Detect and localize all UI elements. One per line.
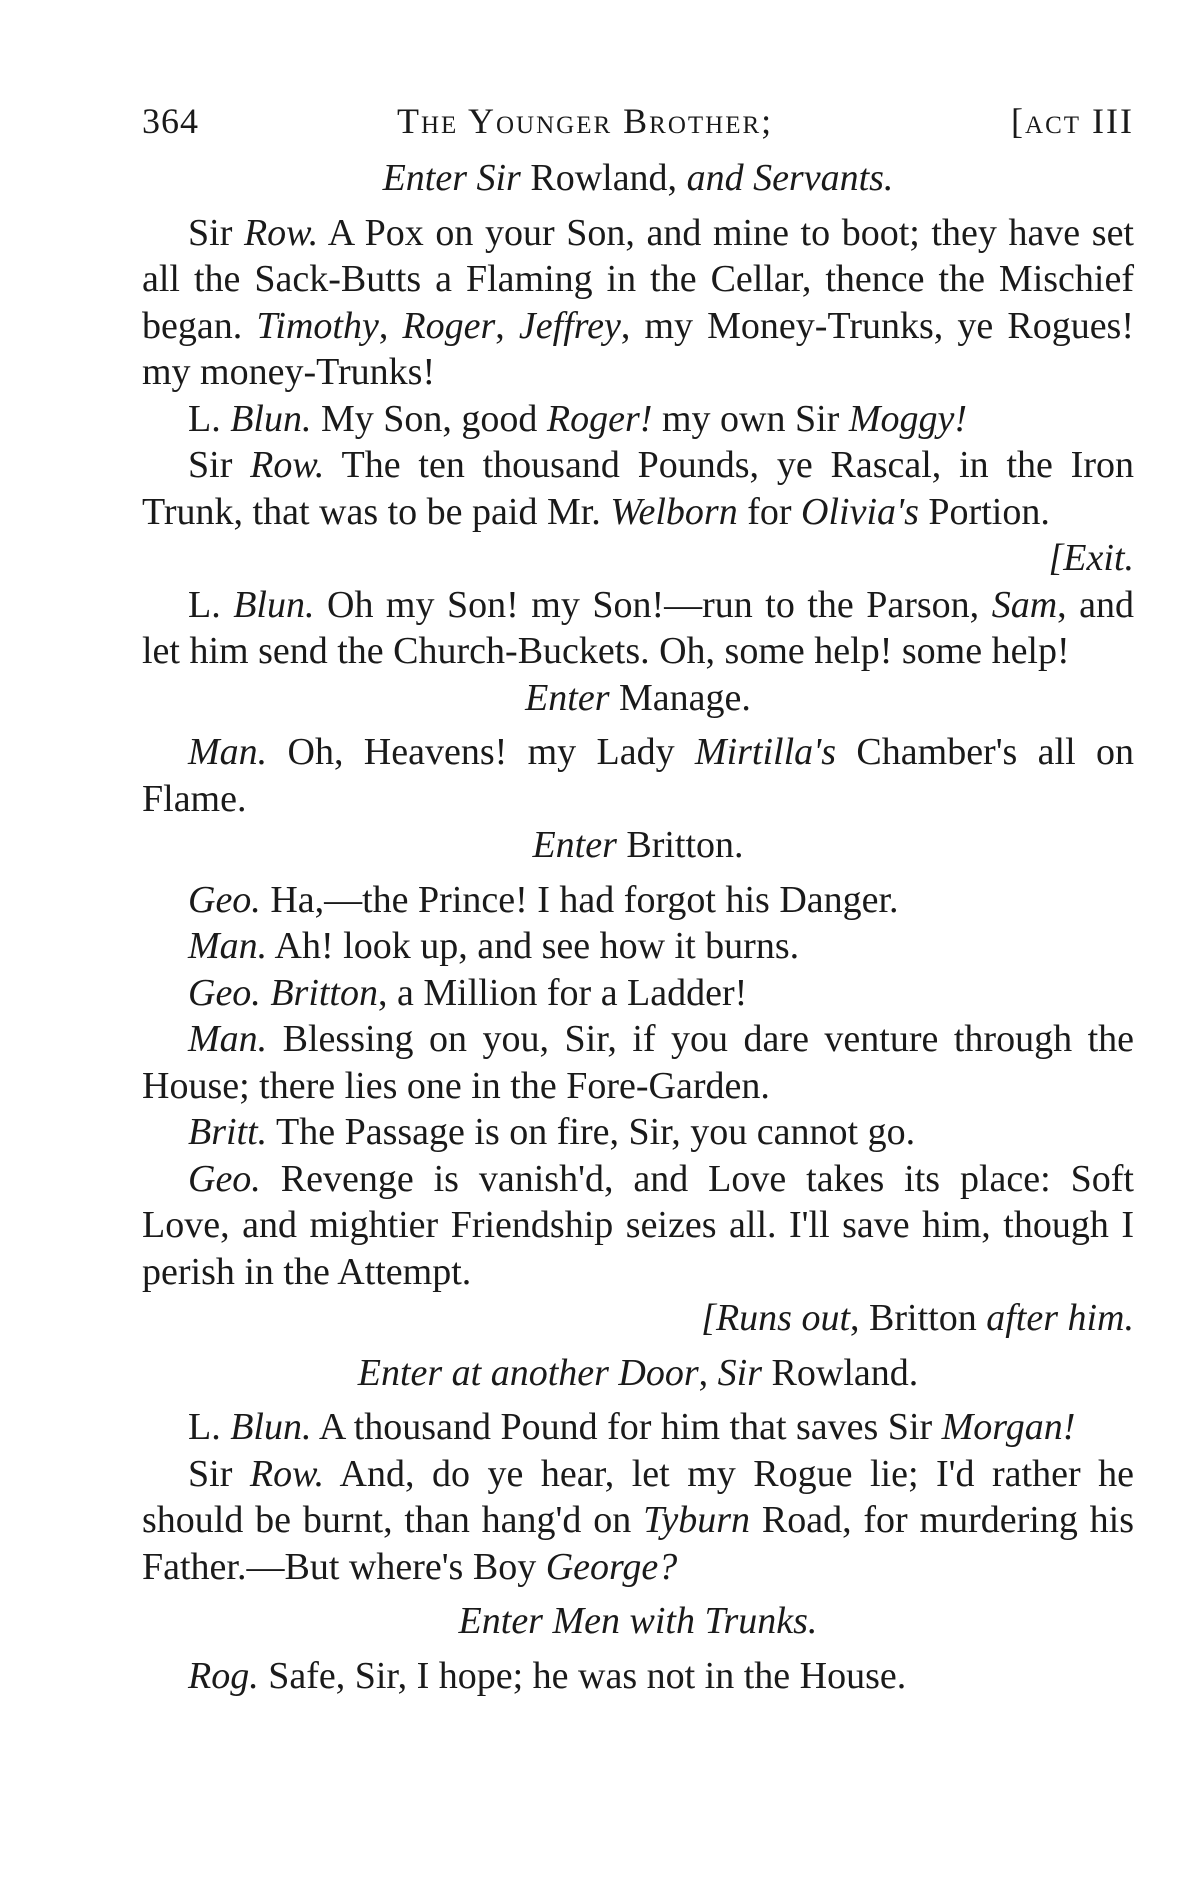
speech: L. Blun. My Son, good Roger! my own Sir Moggy! [188, 397, 967, 440]
speech: Man. Blessing on you, Sir, if you dare venture through the House; there lies one in the Fore-Garden. [142, 1018, 1134, 1107]
running-title: The Younger Brother; [397, 101, 774, 141]
play-text [142, 155, 1134, 1699]
speaker: Blun. [230, 397, 312, 440]
speaker: Blun. [233, 583, 315, 626]
stage-direction: [Runs out, Britton after him. [701, 1297, 1134, 1339]
speaker: Geo. [188, 1157, 261, 1200]
speaker: Sir [188, 1452, 250, 1495]
speaker: Geo. [188, 878, 261, 921]
page-number: 364 [142, 101, 199, 141]
speech: Rog. Safe, Sir, I hope; he was not in the House. [188, 1654, 907, 1697]
speaker: Man. [188, 925, 268, 967]
speaker: L. [188, 583, 234, 626]
speaker: Geo. [188, 971, 261, 1014]
stage-direction: Enter Manage. [525, 676, 751, 719]
speech: Britt. The Passage is on fire, Sir, you cannot go. [188, 1111, 916, 1153]
speech: Man. Ah! look up, and see how it burns. [188, 925, 800, 967]
speaker: Man. [188, 1018, 268, 1060]
speech: Man. Oh, Heavens! my Lady Mirtilla's Chamber's all on Flame. [142, 731, 1135, 820]
stage-direction: Enter at another Door, Sir Rowland. [357, 1351, 919, 1394]
speaker: Man. [188, 731, 268, 773]
speech: L. Blun. Oh my Son! my Son!—run to the Parson, Sam, and let him send the Church-Buckets. Oh, some help! some help! [142, 583, 1135, 672]
speech: Geo. Britton, a Million for a Ladder! [188, 971, 748, 1014]
speaker: Sir [188, 211, 244, 254]
speech: L. Blun. A thousand Pound for him that saves Sir Morgan! [188, 1406, 1076, 1448]
speaker: L. [188, 397, 231, 440]
speech: Geo. Ha,—the Prince! I had forgot his Danger. [188, 878, 899, 921]
stage-direction: Enter Men with Trunks. [458, 1600, 818, 1642]
act-marker: [act III [1011, 101, 1134, 141]
speech: Sir Row. A Pox on your Son, and mine to boot; they have set all the Sack-Butts a Flaming in the Cellar, thence the Mischief began. Timothy, Roger, Jeffrey, my Money-Trunks, ye Rogues! my money-Trunks! [142, 211, 1134, 393]
speaker: Sir [188, 444, 251, 486]
stage-direction: Enter Sir Rowland, and Servants. [382, 157, 894, 199]
speech: Geo. Revenge is vanish'd, and Love takes its place: Soft Love, and mightier Friendship seizes all. I'll save him, though I perish in the Attempt. [142, 1157, 1134, 1293]
speech: Sir Row. And, do ye hear, let my Rogue lie; I'd rather he should be burnt, than hang'd on Tyburn Road, for murdering his Father.—But where's Boy George? [142, 1452, 1135, 1588]
speaker: Britt. [188, 1111, 268, 1153]
speaker: Rog. [188, 1654, 259, 1697]
speaker: Row. [249, 1452, 325, 1495]
speaker: L. [188, 1406, 231, 1448]
exit-direction: [Exit. [1048, 537, 1134, 579]
stage-direction: Enter Britton. [532, 824, 744, 866]
speaker: Row. [243, 211, 319, 254]
speaker: Row. [250, 444, 325, 486]
speaker: Blun. [230, 1406, 312, 1448]
running-header [142, 100, 1134, 150]
speech: Sir Row. The ten thousand Pounds, ye Rascal, in the Iron Trunk, that was to be paid Mr. Welborn for Olivia's Portion. [Exit. [142, 442, 1134, 535]
